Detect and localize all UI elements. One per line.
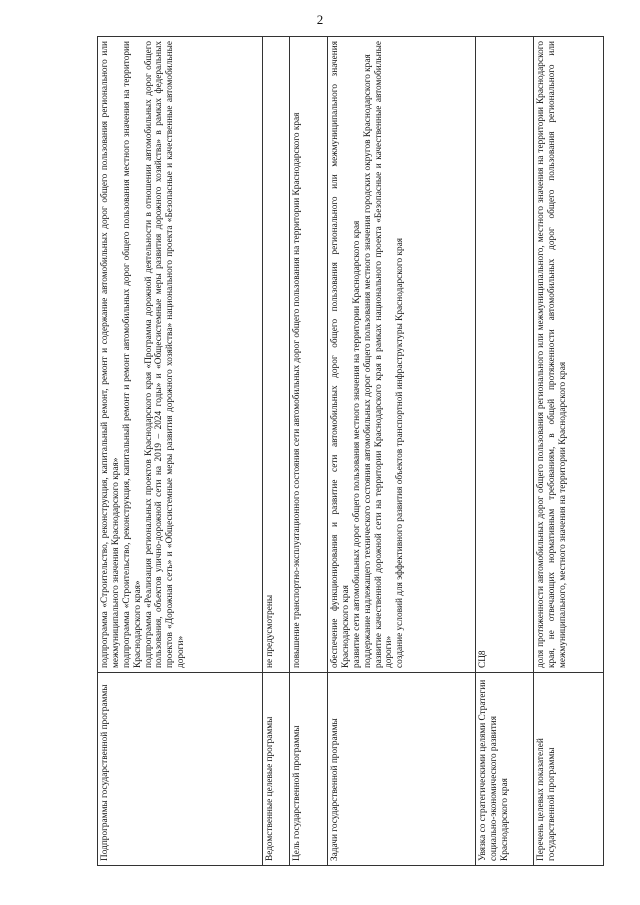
row-value bbox=[263, 37, 290, 673]
value-line: развитие сети автомобильных дорог общего пользования местного значения на территории Краснодарского края bbox=[351, 220, 362, 668]
row-label: Цель государственной программы bbox=[290, 673, 328, 866]
table-row bbox=[263, 37, 290, 866]
row-value bbox=[328, 37, 476, 673]
value-line: обеспечение функционирования и развитие сети автомобильных дорог общего пользования регионального или межмуниципального значения Краснодарского края bbox=[330, 41, 351, 668]
row-label: Ведомственные целевые программы bbox=[263, 673, 290, 866]
table-row bbox=[534, 37, 604, 866]
value-line: доля протяженности автомобильных дорог общего пользования регионального или межмуниципального, местного значения на территории Краснодарского края, не отвечающих нормативным требованиям, в общей протяженности автомобильных дорог общего пользования регионального или межмуниципального, местного значения на территории Краснодарского края bbox=[536, 41, 568, 668]
value-line: подпрограмма «Реализация региональных проектов Краснодарского края «Программа дорожной деятельности в отношении автомобильных дорог общего пользования, объектов улично-дорожной сети на 2019 – 2024 годы» и «Общесистемные меры развития дорожного хозяйства» в рамках федеральных проектов «Дорожная сеть» и «Общесистемные меры развития дорожного хозяйства» национального проекта «Безопасные и качественные автомобильные дороги» bbox=[143, 41, 187, 668]
row-value bbox=[534, 37, 604, 673]
table-row bbox=[290, 37, 328, 866]
row-value bbox=[290, 37, 328, 673]
row-label: Увязка со стратегическими целями Стратегии социально-экономического развития Краснодарского края bbox=[476, 673, 534, 866]
row-label: Перечень целевых показателей государственной программы bbox=[534, 673, 604, 866]
table-row bbox=[328, 37, 476, 866]
row-label: Подпрограммы государственной программы bbox=[98, 673, 263, 866]
rotated-table-container bbox=[97, 36, 622, 866]
program-passport-table bbox=[97, 36, 604, 866]
page-number: 2 bbox=[316, 12, 324, 27]
row-label: Задачи государственной программы bbox=[328, 673, 476, 866]
table-row bbox=[476, 37, 534, 866]
value-line: развитие качественной дорожной сети на территории Краснодарского края в рамках национального проекта «Безопасные и качественные автомобильные дороги» bbox=[373, 41, 395, 668]
value-line: повышение транспортно-эксплуатационного состояния сети автомобильных дорог общего пользования на территории Краснодарского края bbox=[292, 112, 302, 668]
value-line: СЦ8 bbox=[478, 650, 488, 668]
value-line: поддержание надлежащего технического состояния автомобильных дорог общего пользования местного значения городских округов Краснодарского края bbox=[362, 54, 373, 668]
value-line: подпрограмма «Строительство, реконструкция, капитальный ремонт, ремонт и содержание автомобильных дорог общего пользования регионального или межмуниципального значения Краснодарского края» bbox=[100, 41, 121, 668]
value-line: не предусмотрены bbox=[265, 594, 275, 668]
row-value bbox=[98, 37, 263, 673]
value-line: подпрограмма «Строительство, реконструкция, капитальный ремонт и ремонт автомобильных дорог общего пользования местного значения на территории Краснодарского края» bbox=[121, 41, 143, 668]
table-row bbox=[98, 37, 263, 866]
row-value bbox=[476, 37, 534, 673]
value-line: создание условий для эффективного развития объектов транспортной инфраструктуры Краснодарского края bbox=[395, 237, 406, 668]
